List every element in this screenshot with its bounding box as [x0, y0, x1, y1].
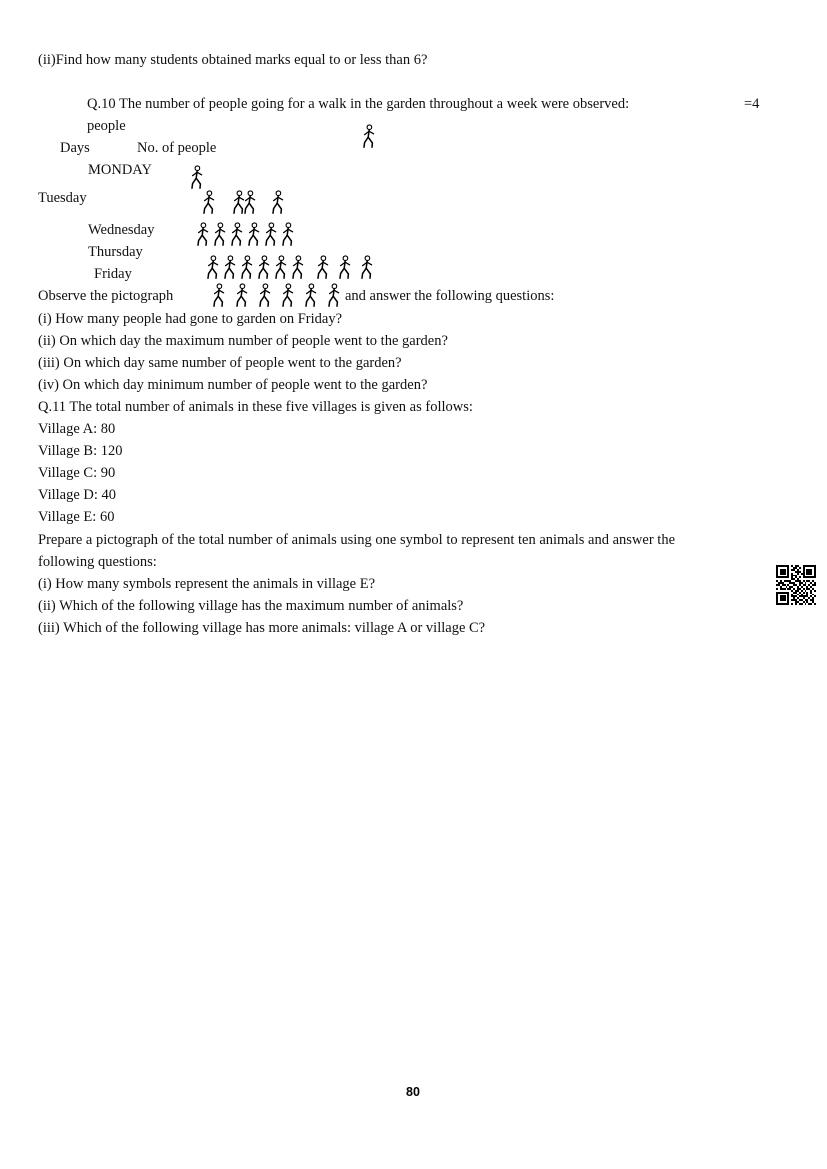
pictograph-label-friday: Friday	[94, 266, 132, 282]
village-a-row: Village A: 80	[38, 421, 116, 437]
walking-person-icon	[281, 222, 295, 246]
pictograph-label-thursday: Thursday	[88, 244, 143, 260]
walking-person-icon	[212, 283, 226, 307]
q11-instruction-line-2: following questions:	[38, 554, 157, 570]
page-number: 80	[406, 1085, 420, 1099]
q10-sub-question-i: (i) How many people had gone to garden on Friday?	[38, 311, 343, 327]
column-header-count: No. of people	[137, 140, 217, 156]
walking-person-icon	[235, 283, 249, 307]
pictograph-label-tuesday: Tuesday	[38, 190, 87, 206]
walking-person-icon	[316, 255, 330, 279]
qr-code[interactable]	[774, 563, 818, 607]
legend-symbol-figure	[362, 124, 376, 148]
walking-person-icon	[206, 255, 220, 279]
walking-person-icon	[243, 190, 257, 214]
walking-person-icon	[264, 222, 278, 246]
q11-stem: Q.11 The total number of animals in these five villages is given as follows:	[38, 399, 473, 415]
walking-person-icon	[327, 283, 341, 307]
walking-person-icon	[362, 124, 376, 148]
q10-sub-question-iv: (iv) On which day minimum number of people went to the garden?	[38, 377, 428, 393]
walking-person-icon	[271, 190, 285, 214]
walking-person-icon	[304, 283, 318, 307]
walking-person-icon	[190, 165, 204, 189]
column-header-days: Days	[60, 140, 90, 156]
walking-person-icon	[230, 222, 244, 246]
previous-question-ii: (ii)Find how many students obtained marks equal to or less than 6?	[38, 52, 428, 68]
q11-sub-question-iii: (iii) Which of the following village has more animals: village A or village C?	[38, 620, 486, 636]
observe-pictograph-prefix: Observe the pictograph	[38, 288, 174, 304]
walking-person-icon	[257, 255, 271, 279]
village-c-row: Village C: 90	[38, 465, 116, 481]
pictograph-row-monday	[190, 165, 204, 189]
walking-person-icon	[196, 222, 210, 246]
qr-code-grid	[776, 565, 816, 605]
q10-sub-question-ii: (ii) On which day the maximum number of people went to the garden?	[38, 333, 448, 349]
village-b-row: Village B: 120	[38, 443, 123, 459]
observe-pictograph-suffix: and answer the following questions:	[345, 288, 555, 304]
pictograph-label-monday: MONDAY	[88, 162, 152, 178]
walking-person-icon	[223, 255, 237, 279]
walking-person-icon	[291, 255, 305, 279]
pictograph-row-tuesday	[202, 190, 285, 214]
q10-sub-question-iii: (iii) On which day same number of people went to the garden?	[38, 355, 402, 371]
walking-person-icon	[258, 283, 272, 307]
walking-person-icon	[360, 255, 374, 279]
pictograph-row-wednesday	[196, 222, 295, 246]
q10-stem: Q.10 The number of people going for a walk in the garden throughout a week were observed:	[87, 96, 630, 112]
pictograph-label-wednesday: Wednesday	[88, 222, 155, 238]
q11-sub-question-ii: (ii) Which of the following village has the maximum number of animals?	[38, 598, 464, 614]
q10-legend-unit: people	[87, 118, 126, 134]
walking-person-icon	[281, 283, 295, 307]
q11-instruction-line-1: Prepare a pictograph of the total number of animals using one symbol to represent ten animals and answer the	[38, 532, 676, 548]
walking-person-icon	[213, 222, 227, 246]
walking-person-icon	[338, 255, 352, 279]
walking-person-icon	[247, 222, 261, 246]
q10-legend-equals: =4	[744, 96, 760, 112]
pictograph-row-friday	[212, 283, 341, 307]
village-d-row: Village D: 40	[38, 487, 117, 503]
walking-person-icon	[274, 255, 288, 279]
q11-sub-question-i: (i) How many symbols represent the animals in village E?	[38, 576, 376, 592]
pictograph-row-thursday	[206, 255, 374, 279]
walking-person-icon	[202, 190, 216, 214]
walking-person-icon	[240, 255, 254, 279]
village-e-row: Village E: 60	[38, 509, 115, 525]
